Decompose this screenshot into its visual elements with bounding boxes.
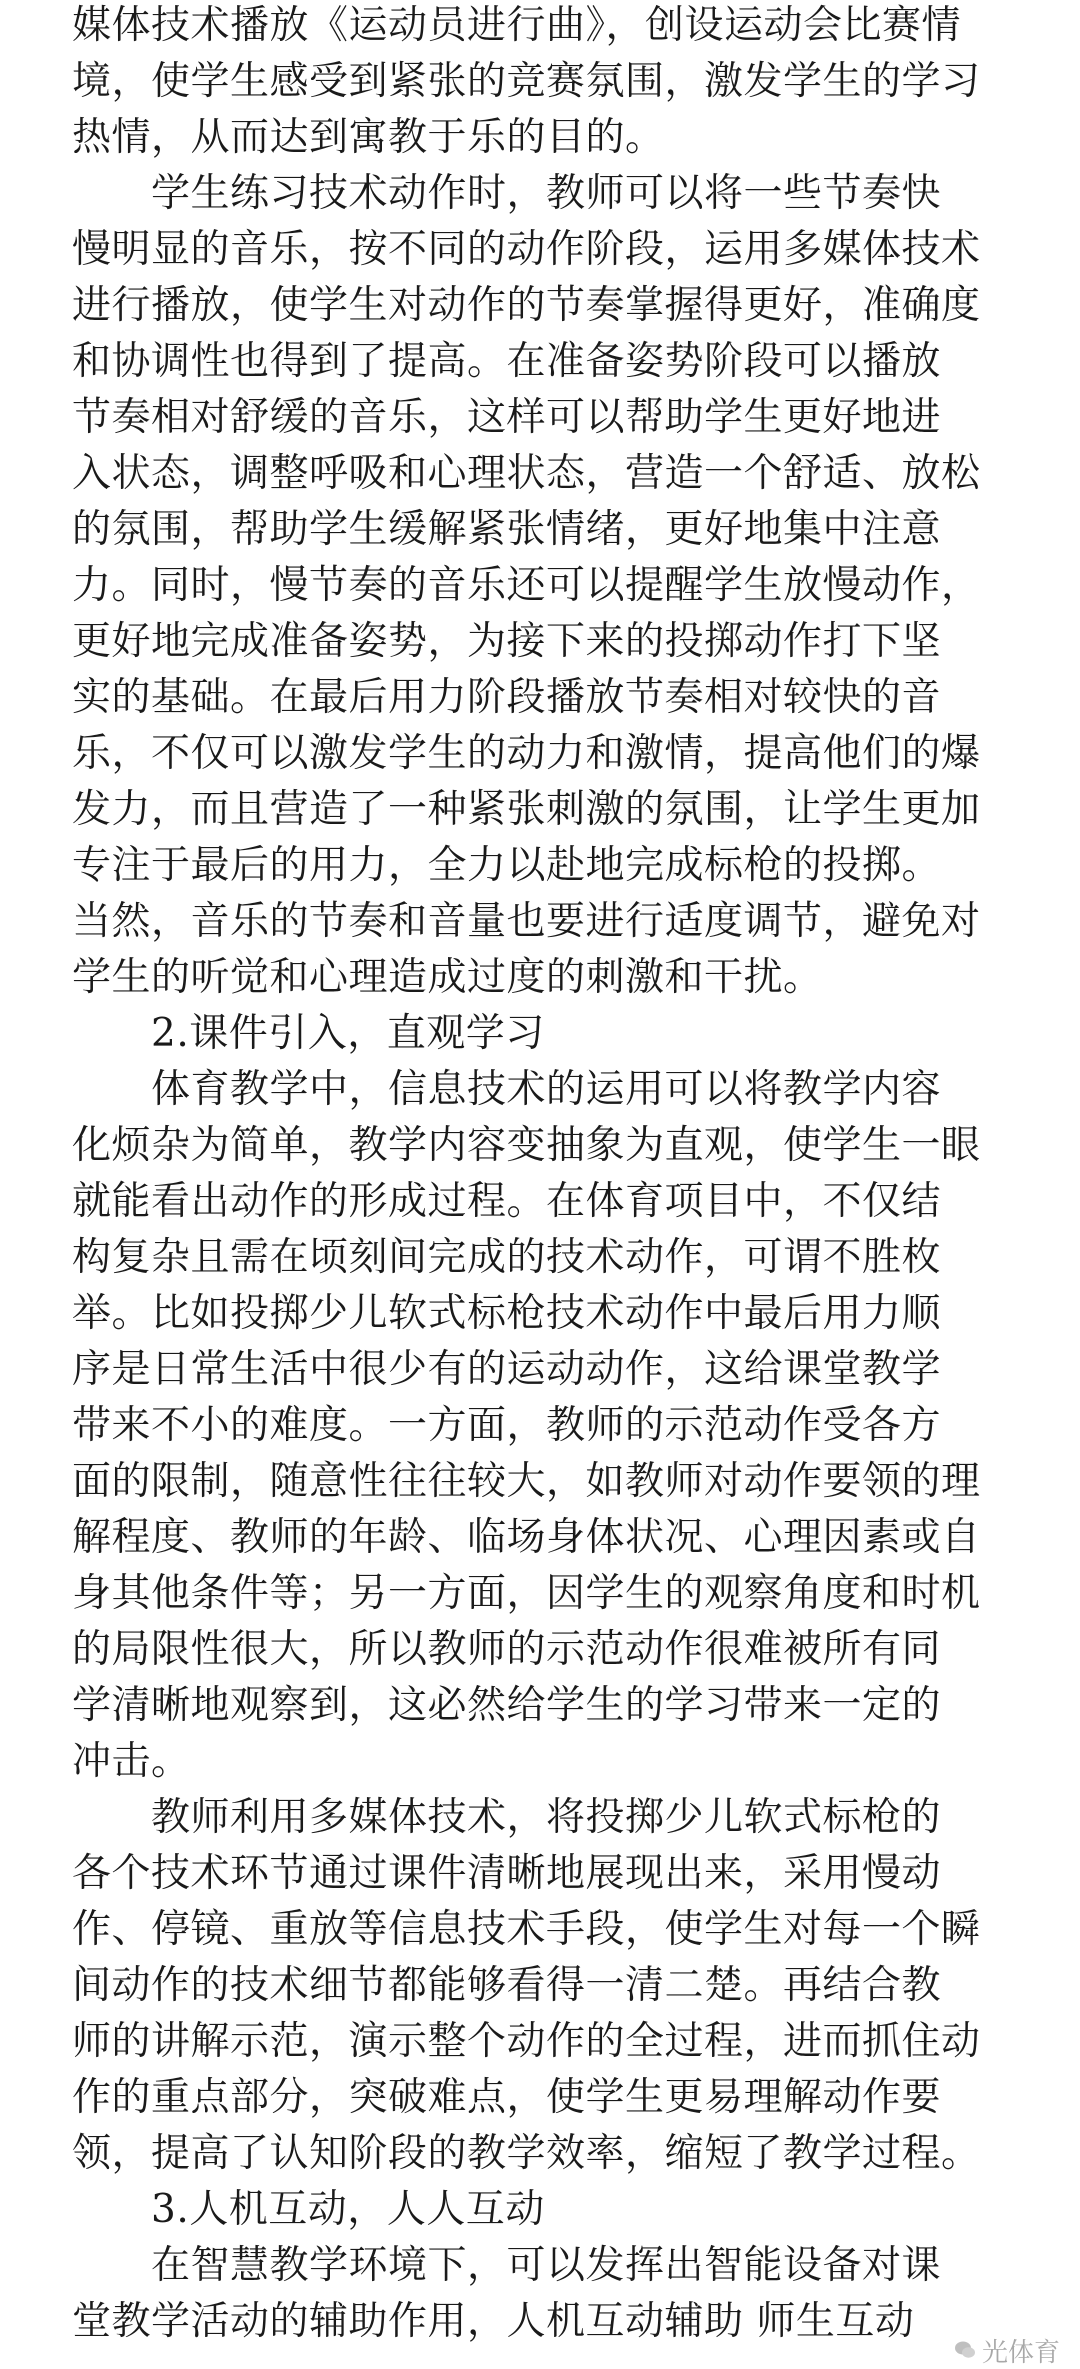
text-line: 专注于最后的用力，全力以赴地完成标枪的投掷。 (72, 843, 942, 888)
text-line: 3.人机互动，人人互动 (72, 2187, 545, 2232)
text-line: 进行播放，使学生对动作的节奏掌握得更好，准确度 (72, 283, 981, 328)
text-line: 2.课件引入，直观学习 (72, 1011, 545, 1056)
text-line: 学生练习技术动作时，教师可以将一些节奏快 (72, 171, 942, 216)
text-line: 序是日常生活中很少有的运动动作，这给课堂教学 (72, 1347, 942, 1392)
text-line: 学生的听觉和心理造成过度的刺激和干扰。 (72, 955, 823, 1000)
text-line: 乐，不仅可以激发学生的动力和激情，提高他们的爆 (72, 731, 981, 776)
text-line: 就能看出动作的形成过程。在体育项目中，不仅结 (72, 1179, 942, 1224)
text-line: 力。同时，慢节奏的音乐还可以提醒学生放慢动作， (72, 563, 981, 608)
text-line: 身其他条件等；另一方面，因学生的观察角度和时机 (72, 1571, 981, 1616)
text-line: 入状态，调整呼吸和心理状态，营造一个舒适、放松 (72, 451, 981, 496)
text-line: 热情，从而达到寓教于乐的目的。 (72, 115, 665, 160)
text-line: 冲击。 (72, 1739, 191, 1784)
text-line: 学清晰地观察到，这必然给学生的学习带来一定的 (72, 1683, 942, 1728)
watermark (954, 2330, 1060, 2369)
text-line: 在智慧教学环境下，可以发挥出智能设备对课 (72, 2243, 942, 2288)
text-line: 化烦杂为简单，教学内容变抽象为直观，使学生一眼 (72, 1123, 981, 1168)
wechat-logo-icon (954, 2339, 976, 2361)
text-line: 的局限性很大，所以教师的示范动作很难被所有同 (72, 1627, 942, 1672)
text-line: 堂教学活动的辅助作用，人机互动辅助 师生互动 (72, 2299, 915, 2344)
text-line: 体育教学中，信息技术的运用可以将教学内容 (72, 1067, 942, 1112)
text-line: 举。比如投掷少儿软式标枪技术动作中最后用力顺 (72, 1291, 942, 1336)
text-line: 作的重点部分，突破难点，使学生更易理解动作要 (72, 2075, 942, 2120)
text-line: 实的基础。在最后用力阶段播放节奏相对较快的音 (72, 675, 942, 720)
text-line: 教师利用多媒体技术，将投掷少儿软式标枪的 (72, 1795, 942, 1840)
text-line: 的氛围，帮助学生缓解紧张情绪，更好地集中注意 (72, 507, 942, 552)
text-line: 慢明显的音乐，按不同的动作阶段，运用多媒体技术 (72, 227, 981, 272)
text-line: 和协调性也得到了提高。在准备姿势阶段可以播放 (72, 339, 942, 384)
text-line: 面的限制，随意性往往较大，如教师对动作要领的理 (72, 1459, 981, 1504)
text-line: 媒体技术播放《运动员进行曲》，创设运动会比赛情 (72, 3, 962, 48)
watermark-text: 光体育 (981, 2337, 1060, 2368)
text-line: 解程度、教师的年龄、临场身体状况、心理因素或自 (72, 1515, 981, 1560)
text-line: 境，使学生感受到紧张的竞赛氛围，激发学生的学习 (72, 59, 981, 104)
text-line: 间动作的技术细节都能够看得一清二楚。再结合教 (72, 1963, 942, 2008)
text-line: 发力，而且营造了一种紧张刺激的氛围，让学生更加 (72, 787, 981, 832)
text-line: 构复杂且需在顷刻间完成的技术动作，可谓不胜枚 (72, 1235, 942, 1280)
text-line: 带来不小的难度。一方面，教师的示范动作受各方 (72, 1403, 942, 1448)
text-line: 节奏相对舒缓的音乐，这样可以帮助学生更好地进 (72, 395, 942, 440)
text-line: 作、停镜、重放等信息技术手段，使学生对每一个瞬 (72, 1907, 981, 1952)
text-line: 师的讲解示范，演示整个动作的全过程，进而抓住动 (72, 2019, 981, 2064)
text-line: 更好地完成准备姿势，为接下来的投掷动作打下坚 (72, 619, 942, 664)
text-line: 领，提高了认知阶段的教学效率，缩短了教学过程。 (72, 2131, 981, 2176)
text-line: 各个技术环节通过课件清晰地展现出来，采用慢动 (72, 1851, 942, 1896)
text-line: 当然，音乐的节奏和音量也要进行适度调节，避免对 (72, 899, 981, 944)
